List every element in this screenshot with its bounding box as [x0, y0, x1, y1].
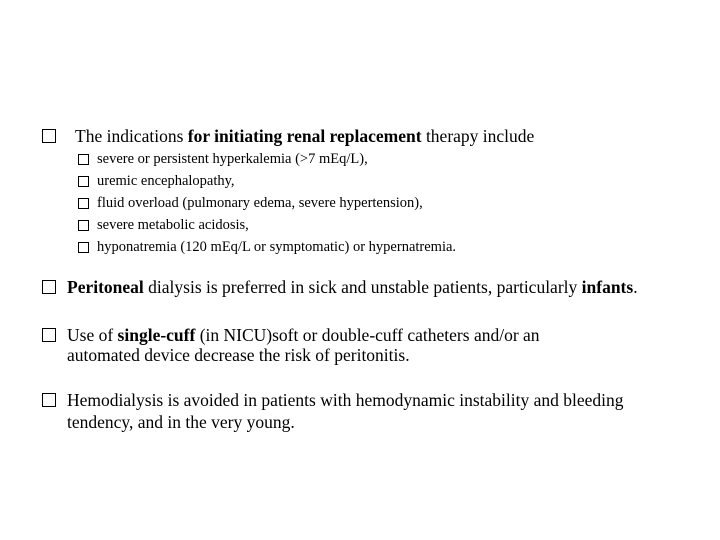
- bullet-3-line-2: automated device decrease the risk of peritonitis.: [67, 345, 410, 365]
- bullet-4-line-1: Hemodialysis is avoided in patients with hemodynamic instability and bleeding: [67, 390, 624, 410]
- bullet-4-line-2: tendency, and in the very young.: [67, 412, 295, 432]
- checkbox-icon: [78, 154, 89, 165]
- checkbox-icon: [78, 198, 89, 209]
- bullet-2-seg-4: .: [633, 277, 638, 297]
- bullet-3-seg-1: Use of: [67, 325, 118, 345]
- checkbox-icon: [78, 242, 89, 253]
- checkbox-icon: [42, 393, 56, 407]
- checkbox-icon: [78, 176, 89, 187]
- sub-item-4: severe metabolic acidosis,: [97, 217, 249, 233]
- bullet-2-seg-1: Peritoneal: [67, 277, 144, 297]
- bullet-3-seg-3: (in NICU)soft or double-cuff catheters and/or an: [195, 325, 540, 345]
- sub-item-2: uremic encephalopathy,: [97, 173, 235, 189]
- bullet-1-seg-3: therapy include: [421, 126, 535, 146]
- bullet-3-seg-2: single-cuff: [117, 325, 196, 345]
- bullet-1-seg-2: for initiating renal replacement: [187, 126, 422, 146]
- checkbox-icon: [42, 129, 56, 143]
- bullet-1-seg-1: The indications: [75, 126, 188, 146]
- bullet-2-text: [67, 277, 638, 297]
- checkbox-icon: [42, 328, 56, 342]
- bullet-1-text: [75, 126, 534, 146]
- sub-item-1: severe or persistent hyperkalemia (>7 mEq/L),: [97, 151, 368, 167]
- bullet-2-seg-3: infants: [581, 277, 634, 297]
- sub-item-5: hyponatremia (120 mEq/L or symptomatic) or hypernatremia.: [97, 239, 457, 255]
- checkbox-icon: [42, 280, 56, 294]
- bullet-3-line-1: [67, 325, 540, 345]
- bullet-2-seg-2: dialysis is preferred in sick and unstable patients, particularly: [143, 277, 582, 297]
- checkbox-icon: [78, 220, 89, 231]
- sub-item-3: fluid overload (pulmonary edema, severe hypertension),: [97, 195, 423, 211]
